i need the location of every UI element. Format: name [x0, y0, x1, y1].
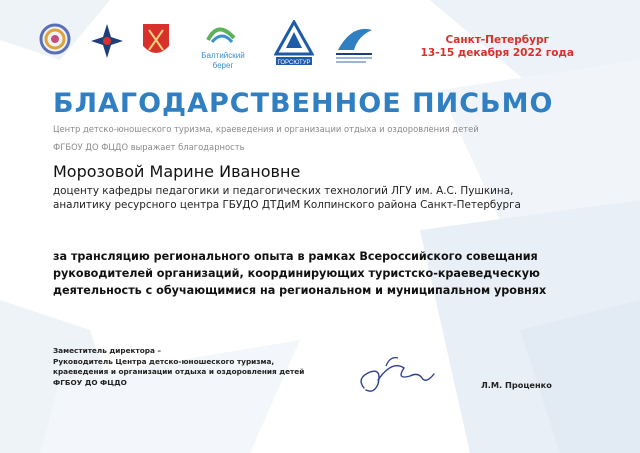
event-dates: 13-15 декабря 2022 года	[420, 47, 574, 59]
handwritten-signature	[352, 350, 442, 400]
signer-name: Л.М. Проценко	[481, 380, 552, 390]
recipient-name: Морозовой Марине Ивановне	[53, 162, 301, 181]
svg-text:ГОРСЮТУР: ГОРСЮТУР	[277, 60, 311, 66]
reason-line: руководителей организаций, координирующих туристско-краеведческую	[53, 267, 540, 280]
signer-line: Заместитель директора –	[53, 346, 162, 355]
letter-title: БЛАГОДАРСТВЕННОЕ ПИСЬМО	[53, 88, 554, 119]
svg-text:берег: берег	[212, 61, 234, 70]
issuer-line: ФГБОУ ДО ФЦДО выражает благодарность	[53, 142, 245, 152]
gratitude-reason	[53, 248, 546, 299]
sail-flag-logo	[330, 22, 378, 68]
baltic-coast-logo	[188, 18, 258, 74]
compass-star-logo	[90, 22, 124, 60]
reason-line: деятельность с обучающимися на региональном и муниципальном уровнях	[53, 284, 547, 297]
event-location-date	[421, 34, 574, 60]
triangle-mountain-logo	[274, 20, 314, 68]
svg-text:Балтийский: Балтийский	[201, 51, 245, 60]
signer-line: Руководитель Центра детско-юношеского туризма,	[53, 356, 275, 366]
signer-line: ФГБОУ ДО ФЦДО	[53, 377, 127, 387]
event-city: Санкт-Петербург	[445, 34, 549, 46]
reason-line: за трансляцию регионального опыта в рамках Всероссийского совещания	[53, 250, 538, 263]
spb-coat-of-arms-logo	[141, 22, 171, 60]
recipient-position-line-2: аналитику ресурсного центра ГБУДО ДТДиМ Колпинского района Санкт-Петербурга	[53, 199, 521, 211]
circle-ring-logo	[38, 22, 72, 56]
organization-line: Центр детско-юношеского туризма, краеведения и организации отдыха и оздоровления детей	[53, 124, 479, 134]
signer-title	[53, 346, 304, 388]
logo-strip	[38, 22, 398, 80]
signer-line: краеведения и организации отдыха и оздоровления детей	[53, 367, 305, 376]
recipient-position-line-1: доценту кафедры педагогики и педагогических технологий ЛГУ им. А.С. Пушкина,	[53, 185, 514, 197]
